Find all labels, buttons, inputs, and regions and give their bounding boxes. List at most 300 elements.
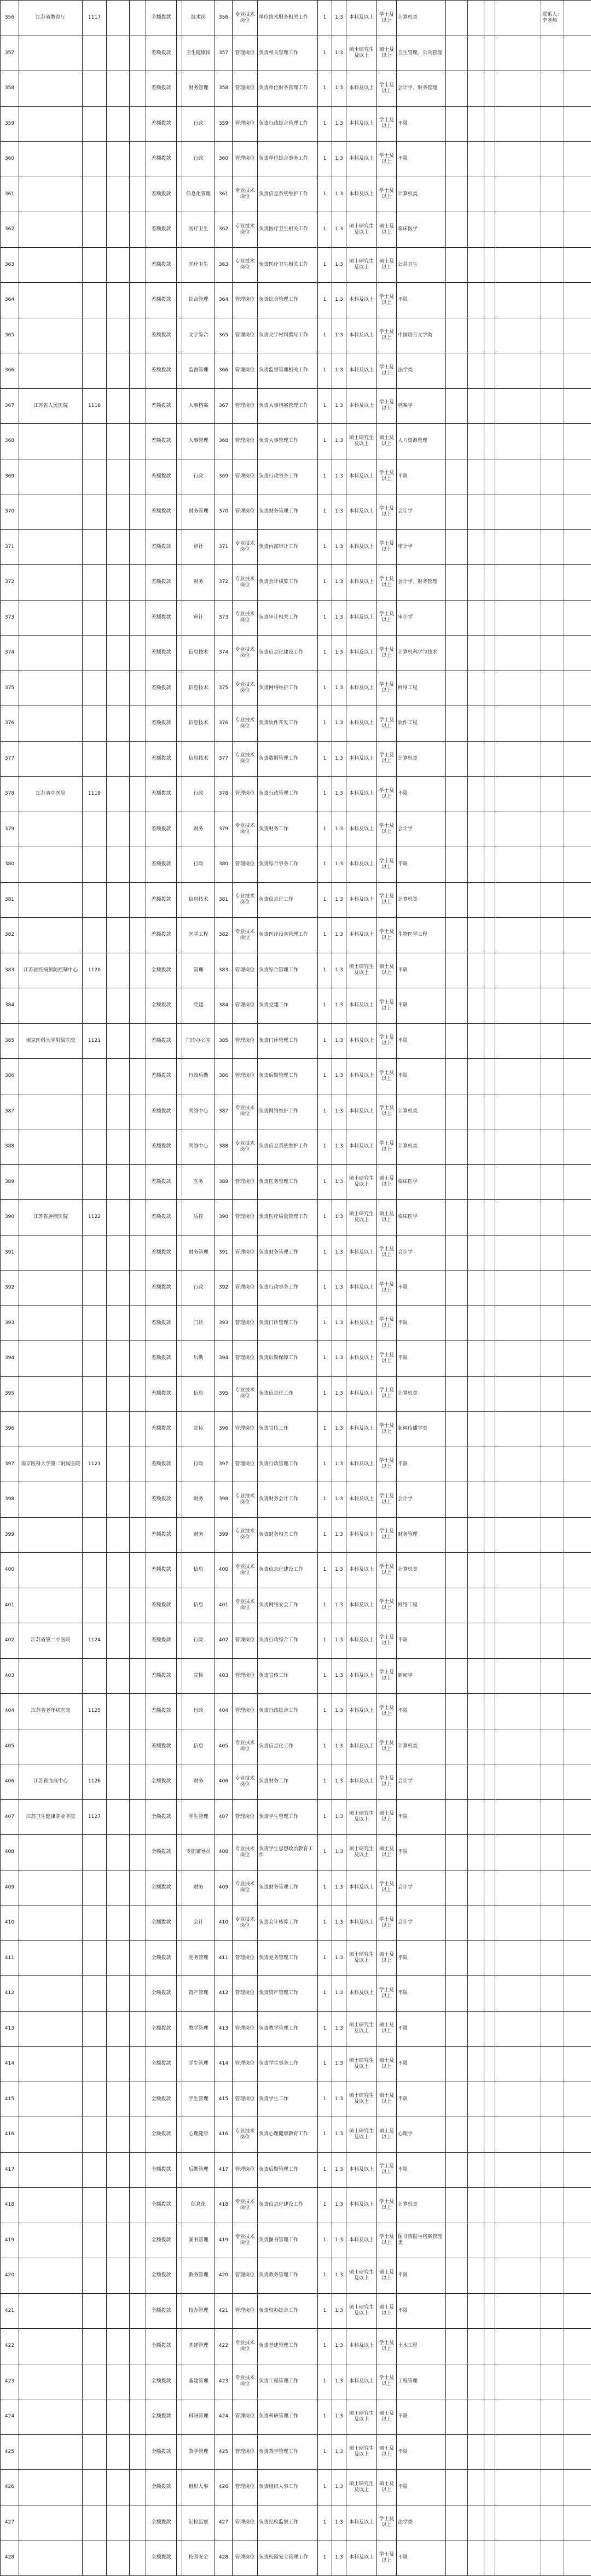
cell-edu: 本科及以上	[346, 1059, 377, 1094]
cell-desc: 负责综合管理工作	[258, 283, 318, 318]
cell-ptype: 管理岗位	[233, 2399, 258, 2435]
cell-num: 1	[318, 2082, 332, 2117]
cell-pos: 财务	[182, 1482, 215, 1518]
cell-degree: 学士及以上	[377, 1, 397, 36]
cell-edu: 硕士研究生及以上	[346, 1940, 377, 1976]
cell-desc: 负责学生工作	[258, 2082, 318, 2117]
cell-num: 1	[318, 2364, 332, 2399]
cell-contact	[495, 2082, 541, 2117]
cell-test	[468, 812, 484, 847]
cell-num: 1	[318, 247, 332, 283]
cell-pos: 行政	[182, 142, 215, 177]
cell-type	[177, 2223, 182, 2258]
cell-pos: 网络中心	[182, 1094, 215, 1129]
cell-ptype: 专业技术岗位	[233, 2223, 258, 2258]
cell-test	[468, 106, 484, 142]
cell-ratio: 1:3	[332, 2293, 346, 2329]
cell-contact	[495, 1694, 541, 1729]
cell-pcode: 404	[215, 1694, 233, 1729]
cell-edu: 本科及以上	[346, 600, 377, 636]
cell-pcode: 360	[215, 142, 233, 177]
cell-test	[468, 2223, 484, 2258]
cell-unit	[107, 2329, 130, 2364]
cell-edu: 本科及以上	[346, 1976, 377, 2012]
cell-pos: 教学管理	[182, 2434, 215, 2470]
cell-pad	[564, 812, 591, 847]
cell-num: 1	[318, 1940, 332, 1976]
cell-no: 395	[1, 1376, 19, 1412]
cell-major: 会计学	[397, 1235, 446, 1270]
cell-ptype: 专业技术岗位	[233, 2329, 258, 2364]
cell-contact	[495, 1764, 541, 1800]
cell-other	[446, 1200, 468, 1235]
cell-pad	[564, 636, 591, 671]
cell-cat: 全额拨款	[146, 1870, 177, 1905]
cell-other	[446, 318, 468, 353]
cell-pad	[564, 71, 591, 107]
cell-edu: 本科及以上	[346, 353, 377, 389]
cell-no: 360	[1, 142, 19, 177]
cell-ratio: 1:3	[332, 1376, 346, 1412]
cell-type	[177, 2434, 182, 2470]
cell-ucode	[130, 565, 146, 601]
table-row	[1, 1553, 591, 1588]
cell-note	[541, 1376, 564, 1412]
cell-note	[541, 2188, 564, 2223]
cell-pcode: 384	[215, 988, 233, 1024]
cell-cat: 差额拨款	[146, 1306, 177, 1341]
cell-dept	[19, 283, 83, 318]
cell-desc: 负责内部审计工作	[258, 529, 318, 565]
table-row	[1, 1976, 591, 2012]
cell-pos: 基建管理	[182, 2329, 215, 2364]
cell-ptype: 专业技术岗位	[233, 529, 258, 565]
cell-num: 1	[318, 1905, 332, 1941]
cell-ucode	[130, 1270, 146, 1306]
cell-other	[446, 2223, 468, 2258]
cell-degree: 学士及以上	[377, 777, 397, 812]
cell-test	[468, 1023, 484, 1059]
table-row	[1, 529, 591, 565]
cell-cat: 差额拨款	[146, 671, 177, 706]
cell-num: 1	[318, 2117, 332, 2153]
cell-test	[468, 953, 484, 988]
cell-pcode: 418	[215, 2188, 233, 2223]
cell-unit	[107, 1306, 130, 1341]
cell-ratio: 1:3	[332, 1, 346, 36]
cell-ratio: 1:3	[332, 2152, 346, 2188]
cell-type	[177, 1270, 182, 1306]
cell-dept	[19, 1094, 83, 1129]
cell-edu: 本科及以上	[346, 1658, 377, 1694]
cell-ratio: 1:3	[332, 2540, 346, 2576]
cell-cat: 差额拨款	[146, 36, 177, 71]
cell-major: 会计学、财务管理	[397, 71, 446, 107]
cell-contact	[495, 388, 541, 424]
cell-ptype: 专业技术岗位	[233, 1517, 258, 1553]
cell-ratio: 1:3	[332, 1940, 346, 1976]
cell-unit	[107, 2399, 130, 2435]
cell-note	[541, 212, 564, 248]
cell-cat: 全额拨款	[146, 1, 177, 36]
cell-ptype: 管理岗位	[233, 1623, 258, 1659]
cell-major: 不限	[397, 1835, 446, 1870]
cell-unit	[107, 2258, 130, 2294]
cell-test	[468, 1270, 484, 1306]
cell-ratio: 1:3	[332, 1270, 346, 1306]
cell-note	[541, 1412, 564, 1447]
cell-pcode: 367	[215, 388, 233, 424]
table-row	[1, 636, 591, 671]
table-row	[1, 777, 591, 812]
cell-cat: 差额拨款	[146, 424, 177, 459]
cell-pcode: 363	[215, 247, 233, 283]
cell-edu: 本科及以上	[346, 1729, 377, 1764]
table-row	[1, 2470, 591, 2505]
cell-dept	[19, 1270, 83, 1306]
cell-test	[468, 177, 484, 212]
cell-ratio: 1:3	[332, 353, 346, 389]
cell-unit	[107, 1482, 130, 1518]
cell-ucode	[130, 2329, 146, 2364]
cell-dept: 南京医科大学附属医院	[19, 1023, 83, 1059]
cell-major: 不限	[397, 2082, 446, 2117]
cell-pcode: 364	[215, 283, 233, 318]
cell-pad	[564, 706, 591, 742]
cell-pos: 学生管理	[182, 2082, 215, 2117]
cell-pad	[564, 283, 591, 318]
cell-other	[446, 1306, 468, 1341]
table-row	[1, 1341, 591, 1377]
cell-edu: 硕士研究生及以上	[346, 212, 377, 248]
cell-type	[177, 1023, 182, 1059]
cell-major: 会计学、财务管理	[397, 565, 446, 601]
cell-desc: 负责医疗质量管理工作	[258, 1200, 318, 1235]
cell-ucode	[130, 2082, 146, 2117]
cell-other	[446, 882, 468, 918]
cell-desc: 负责党务管理工作	[258, 1940, 318, 1976]
cell-edu: 硕士研究生及以上	[346, 2258, 377, 2294]
cell-other	[446, 2082, 468, 2117]
cell-dcode	[83, 812, 107, 847]
cell-dcode	[83, 2399, 107, 2435]
cell-edu: 本科及以上	[346, 318, 377, 353]
cell-pct	[484, 1482, 495, 1518]
cell-dept	[19, 1376, 83, 1412]
cell-test	[468, 1764, 484, 1800]
cell-other	[446, 1129, 468, 1165]
cell-type	[177, 2188, 182, 2223]
cell-pcode: 375	[215, 671, 233, 706]
cell-contact	[495, 2399, 541, 2435]
cell-dept: 江苏省教育厅	[19, 1, 83, 36]
cell-contact	[495, 600, 541, 636]
cell-contact	[495, 2117, 541, 2153]
cell-edu: 本科及以上	[346, 812, 377, 847]
cell-pad	[564, 388, 591, 424]
cell-ucode	[130, 1023, 146, 1059]
cell-type	[177, 353, 182, 389]
cell-test	[468, 600, 484, 636]
cell-edu: 本科及以上	[346, 847, 377, 883]
cell-unit	[107, 1094, 130, 1129]
cell-ptype: 专业技术岗位	[233, 706, 258, 742]
table-row	[1, 2188, 591, 2223]
cell-edu: 本科及以上	[346, 882, 377, 918]
cell-cat: 全额拨款	[146, 2470, 177, 2505]
cell-dcode	[83, 1976, 107, 2012]
cell-pct	[484, 1658, 495, 1694]
cell-note	[541, 283, 564, 318]
cell-unit	[107, 1059, 130, 1094]
cell-ucode	[130, 1870, 146, 1905]
cell-pcode: 389	[215, 1164, 233, 1200]
cell-dept	[19, 1553, 83, 1588]
cell-no: 397	[1, 1447, 19, 1482]
cell-contact	[495, 1376, 541, 1412]
cell-note	[541, 2152, 564, 2188]
cell-num: 1	[318, 953, 332, 988]
cell-num: 1	[318, 177, 332, 212]
cell-dcode: 1122	[83, 1200, 107, 1235]
cell-num: 1	[318, 1835, 332, 1870]
cell-contact	[495, 424, 541, 459]
cell-pct	[484, 494, 495, 530]
cell-dcode	[83, 1306, 107, 1341]
cell-unit	[107, 1341, 130, 1377]
cell-edu: 本科及以上	[346, 1517, 377, 1553]
cell-unit	[107, 2470, 130, 2505]
cell-pct	[484, 106, 495, 142]
cell-dcode	[83, 1094, 107, 1129]
cell-contact	[495, 777, 541, 812]
cell-pad	[564, 565, 591, 601]
cell-cat: 差额拨款	[146, 283, 177, 318]
cell-desc: 负责门诊管理工作	[258, 1023, 318, 1059]
cell-pct	[484, 2223, 495, 2258]
cell-unit	[107, 494, 130, 530]
cell-other	[446, 1623, 468, 1659]
cell-no: 363	[1, 247, 19, 283]
table-row	[1, 1270, 591, 1306]
cell-dcode	[83, 1658, 107, 1694]
cell-pad	[564, 212, 591, 248]
cell-pad	[564, 1412, 591, 1447]
cell-pcode: 387	[215, 1094, 233, 1129]
cell-pct	[484, 1412, 495, 1447]
cell-dept	[19, 459, 83, 494]
cell-num: 1	[318, 1764, 332, 1800]
cell-contact	[495, 459, 541, 494]
cell-type	[177, 1517, 182, 1553]
cell-pad	[564, 2258, 591, 2294]
cell-note	[541, 2470, 564, 2505]
cell-dept	[19, 2152, 83, 2188]
table-row	[1, 353, 591, 389]
cell-ratio: 1:3	[332, 106, 346, 142]
cell-contact	[495, 247, 541, 283]
cell-pad	[564, 1694, 591, 1729]
cell-no: 361	[1, 177, 19, 212]
cell-dept	[19, 2364, 83, 2399]
cell-note	[541, 1306, 564, 1341]
cell-desc: 负责基建管理工作	[258, 2329, 318, 2364]
cell-degree: 学士及以上	[377, 353, 397, 389]
cell-note	[541, 1341, 564, 1377]
table-row	[1, 1200, 591, 1235]
cell-type	[177, 741, 182, 777]
cell-type	[177, 1870, 182, 1905]
cell-ratio: 1:3	[332, 1553, 346, 1588]
cell-dept	[19, 2082, 83, 2117]
cell-pcode: 423	[215, 2364, 233, 2399]
cell-other	[446, 1, 468, 36]
cell-cat: 差额拨款	[146, 177, 177, 212]
cell-no: 378	[1, 777, 19, 812]
cell-ratio: 1:3	[332, 777, 346, 812]
cell-pct	[484, 2364, 495, 2399]
cell-pos: 行政	[182, 1447, 215, 1482]
cell-desc: 负责心理健康教育工作	[258, 2117, 318, 2153]
cell-edu: 本科及以上	[346, 741, 377, 777]
cell-dept: 江苏省疾病预防控制中心	[19, 953, 83, 988]
cell-ptype: 专业技术岗位	[233, 1764, 258, 1800]
cell-pct	[484, 1200, 495, 1235]
cell-contact	[495, 1059, 541, 1094]
cell-unit	[107, 1129, 130, 1165]
cell-pct	[484, 812, 495, 847]
table-row	[1, 424, 591, 459]
cell-num: 1	[318, 1517, 332, 1553]
cell-other	[446, 1270, 468, 1306]
cell-major: 人力资源管理	[397, 424, 446, 459]
cell-pct	[484, 1764, 495, 1800]
cell-no: 394	[1, 1341, 19, 1377]
cell-ptype: 管理岗位	[233, 1270, 258, 1306]
table-row	[1, 2434, 591, 2470]
cell-pcode: 419	[215, 2223, 233, 2258]
cell-contact	[495, 1129, 541, 1165]
cell-num: 1	[318, 671, 332, 706]
cell-pcode: 392	[215, 1270, 233, 1306]
cell-ucode	[130, 353, 146, 389]
table-row	[1, 2082, 591, 2117]
cell-desc: 负责校园安全管理工作	[258, 2540, 318, 2576]
cell-desc: 负责信息化建设工作	[258, 636, 318, 671]
cell-desc: 负责单位财务管理工作	[258, 71, 318, 107]
cell-degree: 学士及以上	[377, 1588, 397, 1623]
cell-pos: 医疗卫生	[182, 212, 215, 248]
cell-ucode	[130, 1553, 146, 1588]
cell-num: 1	[318, 459, 332, 494]
cell-major: 临床医学	[397, 212, 446, 248]
cell-other	[446, 953, 468, 988]
cell-ucode	[130, 1200, 146, 1235]
cell-contact	[495, 2364, 541, 2399]
cell-degree: 学士及以上	[377, 988, 397, 1024]
cell-pos: 会计	[182, 1905, 215, 1941]
cell-dept	[19, 177, 83, 212]
cell-pct	[484, 1164, 495, 1200]
cell-test	[468, 2540, 484, 2576]
cell-other	[446, 1658, 468, 1694]
cell-num: 1	[318, 2399, 332, 2435]
cell-num: 1	[318, 741, 332, 777]
cell-pcode: 369	[215, 459, 233, 494]
cell-contact	[495, 494, 541, 530]
cell-ptype: 专业技术岗位	[233, 1, 258, 36]
cell-pcode: 411	[215, 1940, 233, 1976]
table-row	[1, 1447, 591, 1482]
cell-degree: 学士及以上	[377, 741, 397, 777]
cell-cat: 全额拨款	[146, 1905, 177, 1941]
cell-other	[446, 1059, 468, 1094]
cell-ratio: 1:3	[332, 1905, 346, 1941]
cell-edu: 硕士研究生及以上	[346, 2434, 377, 2470]
cell-desc: 负责网络安全工作	[258, 1588, 318, 1623]
cell-degree: 硕士及以上	[377, 2117, 397, 2153]
cell-pad	[564, 918, 591, 953]
cell-degree: 学士及以上	[377, 1235, 397, 1270]
cell-degree: 学士及以上	[377, 283, 397, 318]
cell-pct	[484, 2082, 495, 2117]
cell-desc: 负责资产管理工作	[258, 1976, 318, 2012]
cell-test	[468, 2258, 484, 2294]
cell-other	[446, 2258, 468, 2294]
cell-other	[446, 1729, 468, 1764]
cell-desc: 负责财务会计工作	[258, 1482, 318, 1518]
cell-note	[541, 247, 564, 283]
cell-other	[446, 529, 468, 565]
cell-dcode: 1119	[83, 777, 107, 812]
cell-cat: 全额拨款	[146, 2293, 177, 2329]
cell-dept	[19, 1658, 83, 1694]
cell-pos: 组织人事	[182, 2470, 215, 2505]
cell-ptype: 专业技术岗位	[233, 2188, 258, 2223]
cell-test	[468, 2047, 484, 2082]
cell-ptype: 专业技术岗位	[233, 600, 258, 636]
cell-no: 407	[1, 1799, 19, 1835]
cell-dept	[19, 1940, 83, 1976]
cell-pcode: 412	[215, 1976, 233, 2012]
cell-num: 1	[318, 2329, 332, 2364]
cell-pad	[564, 1164, 591, 1200]
cell-num: 1	[318, 1094, 332, 1129]
cell-unit	[107, 565, 130, 601]
cell-degree: 硕士及以上	[377, 1835, 397, 1870]
cell-test	[468, 1, 484, 36]
cell-pos: 财务	[182, 812, 215, 847]
cell-dept	[19, 106, 83, 142]
cell-ratio: 1:3	[332, 388, 346, 424]
cell-dept	[19, 2047, 83, 2082]
cell-cat: 差额拨款	[146, 459, 177, 494]
cell-dcode	[83, 706, 107, 742]
table-row	[1, 2117, 591, 2153]
cell-dept	[19, 2329, 83, 2364]
cell-dcode	[83, 2047, 107, 2082]
cell-num: 1	[318, 882, 332, 918]
cell-test	[468, 353, 484, 389]
cell-pos: 信息	[182, 1729, 215, 1764]
cell-dept: 江苏省人民医院	[19, 388, 83, 424]
cell-dcode	[83, 1235, 107, 1270]
cell-dept	[19, 918, 83, 953]
cell-test	[468, 2399, 484, 2435]
cell-major: 法学类	[397, 2505, 446, 2540]
cell-type	[177, 2470, 182, 2505]
cell-ptype: 管理岗位	[233, 318, 258, 353]
